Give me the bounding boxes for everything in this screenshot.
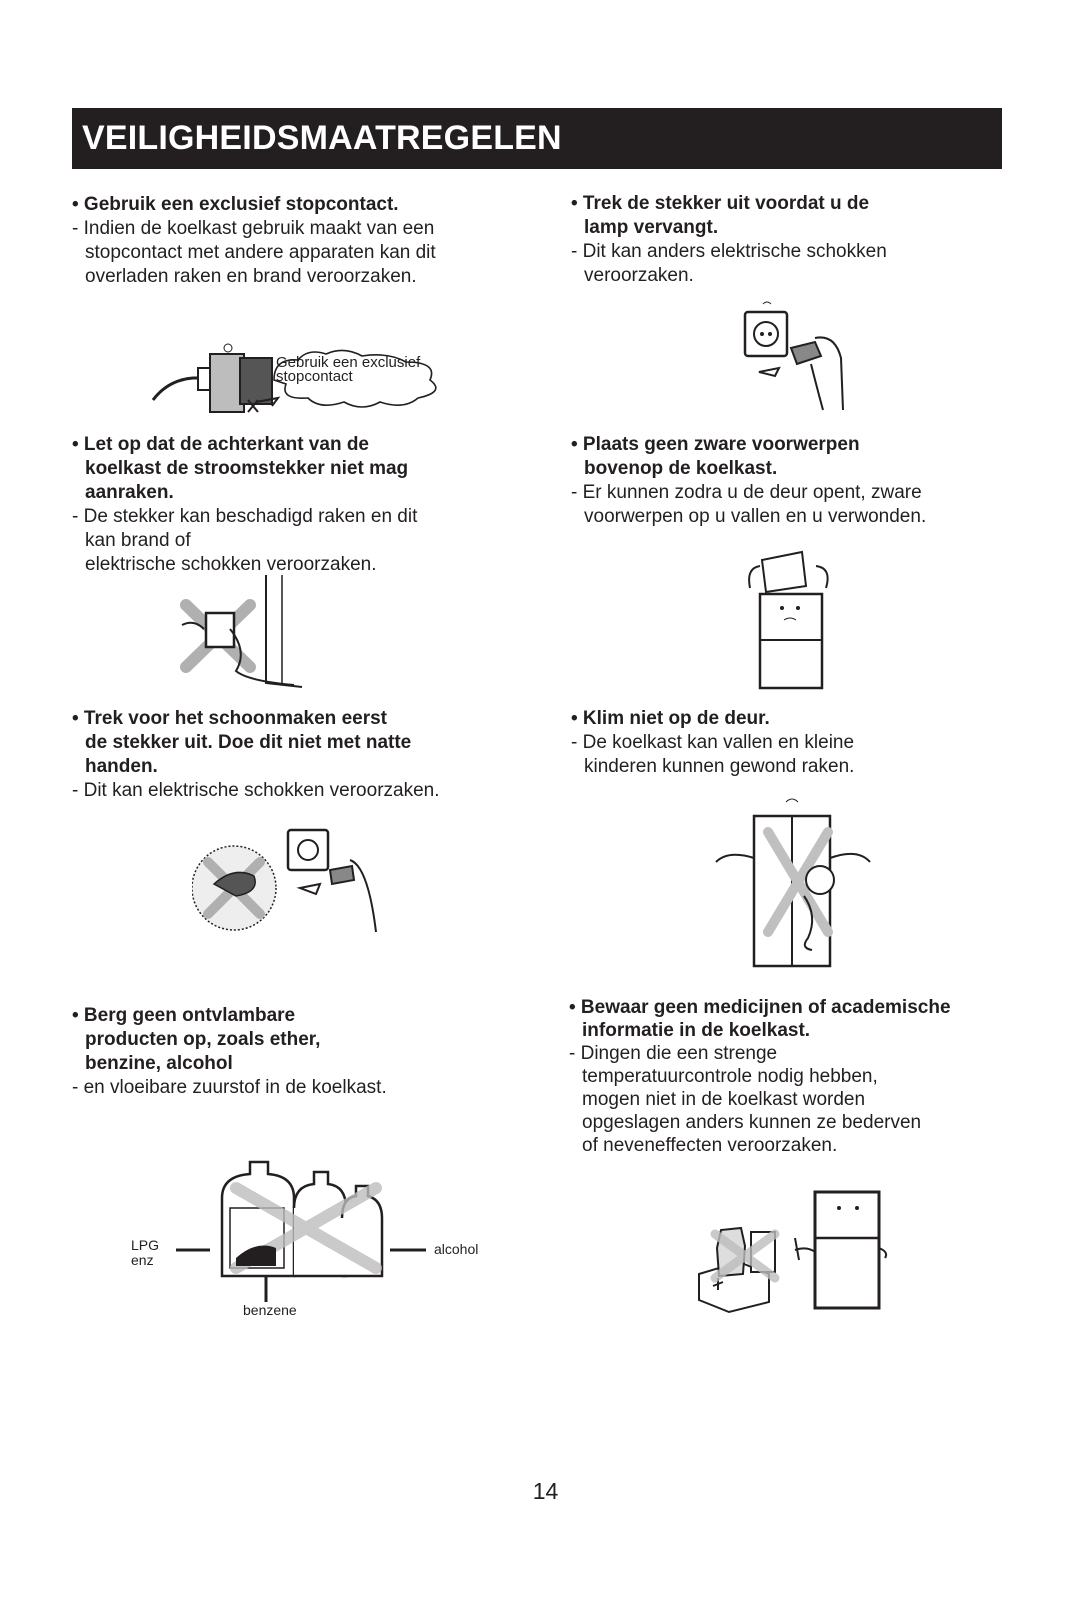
desc-line: - De koelkast kan vallen en kleine [571,732,855,753]
heading-line: bovenop de koelkast. [584,458,778,479]
section-no-climbing [571,707,854,779]
desc-line: temperatuurcontrole nodig hebben, [582,1066,878,1087]
lpg-line: LPG [131,1237,160,1253]
section-lamp-replace [571,192,887,288]
illustration-wet-hands [192,820,382,938]
heading-line: • Let op dat de achterkant van de [72,434,369,455]
heading-line: handen. [85,756,158,777]
desc-line: kinderen kunnen gewond raken. [584,756,855,777]
desc-line: - Dit kan elektrische schokken veroorzaken. [72,780,440,801]
heading-line: aanraken. [85,482,174,503]
bubble-line: Gebruik een exclusief [276,354,421,371]
desc-line: - en vloeibare zuurstof in de koelkast. [72,1077,387,1098]
bubble-line: stopcontact [276,368,353,385]
section-exclusive-outlet [72,193,436,289]
label-lpg [131,1238,159,1268]
section-flammables [72,1004,387,1100]
illustration-flammable-bottles [176,1148,436,1302]
heading-line: • Trek de stekker uit voordat u de [571,193,870,214]
heading-line: koelkast de stroomstekker niet mag [85,458,409,479]
desc-line: voorwerpen op u vallen en u verwonden. [584,506,927,527]
section-plug-back [72,433,417,577]
illustration-heavy-object-fridge [742,548,837,690]
desc-line: - De stekker kan beschadigd raken en dit [72,506,418,527]
label-benzene: benzene [243,1302,297,1318]
heading-line: de stekker uit. Doe dit niet met natte [85,732,412,753]
desc-line: overladen raken en brand veroorzaken. [85,266,417,287]
heading-line: producten op, zoals ether, [85,1029,321,1050]
section-no-medicines [569,996,951,1157]
desc-line: elektrische schokken veroorzaken. [85,554,377,575]
section-unplug-cleaning [72,707,440,803]
illustration-child-on-door [708,792,878,970]
heading-line: • Trek voor het schoonmaken eerst [72,708,387,729]
speech-bubble-text [276,356,420,384]
desc-line: of neveneffecten veroorzaken. [582,1135,838,1156]
heading-line: • Bewaar geen medicijnen of academische [569,997,951,1018]
heading-line: • Gebruik een exclusief stopcontact. [72,194,399,215]
desc-line: - Dit kan anders elektrische schokken [571,241,887,262]
page-number: 14 [532,1478,559,1504]
desc-line: mogen niet in de koelkast worden [582,1089,866,1110]
desc-line: stopcontact met andere apparaten kan dit [85,242,436,263]
heading-line: • Plaats geen zware voorwerpen [571,434,860,455]
desc-line: veroorzaken. [584,265,694,286]
desc-line: opgeslagen anders kunnen ze bederven [582,1112,922,1133]
page-title: VEILIGHEIDSMAATREGELEN [72,108,1002,169]
heading-line: • Klim niet op de deur. [571,708,770,729]
illustration-unplug-lamp [735,298,850,418]
heading-line: benzine, alcohol [85,1053,233,1074]
illustration-medicine-fridge [695,1178,895,1316]
illustration-plug-behind-fridge [178,575,303,690]
desc-line: - Dingen die een strenge [569,1043,778,1064]
desc-line: - Er kunnen zodra u de deur opent, zware [571,482,922,503]
desc-line: - Indien de koelkast gebruik maakt van een [72,218,435,239]
label-alcohol: alcohol [434,1241,479,1257]
section-no-heavy-objects [571,433,926,529]
heading-line: • Berg geen ontvlambare [72,1005,296,1026]
heading-line: informatie in de koelkast. [582,1020,811,1041]
heading-line: lamp vervangt. [584,217,719,238]
desc-line: kan brand of [85,530,191,551]
lpg-line: enz [131,1252,154,1268]
